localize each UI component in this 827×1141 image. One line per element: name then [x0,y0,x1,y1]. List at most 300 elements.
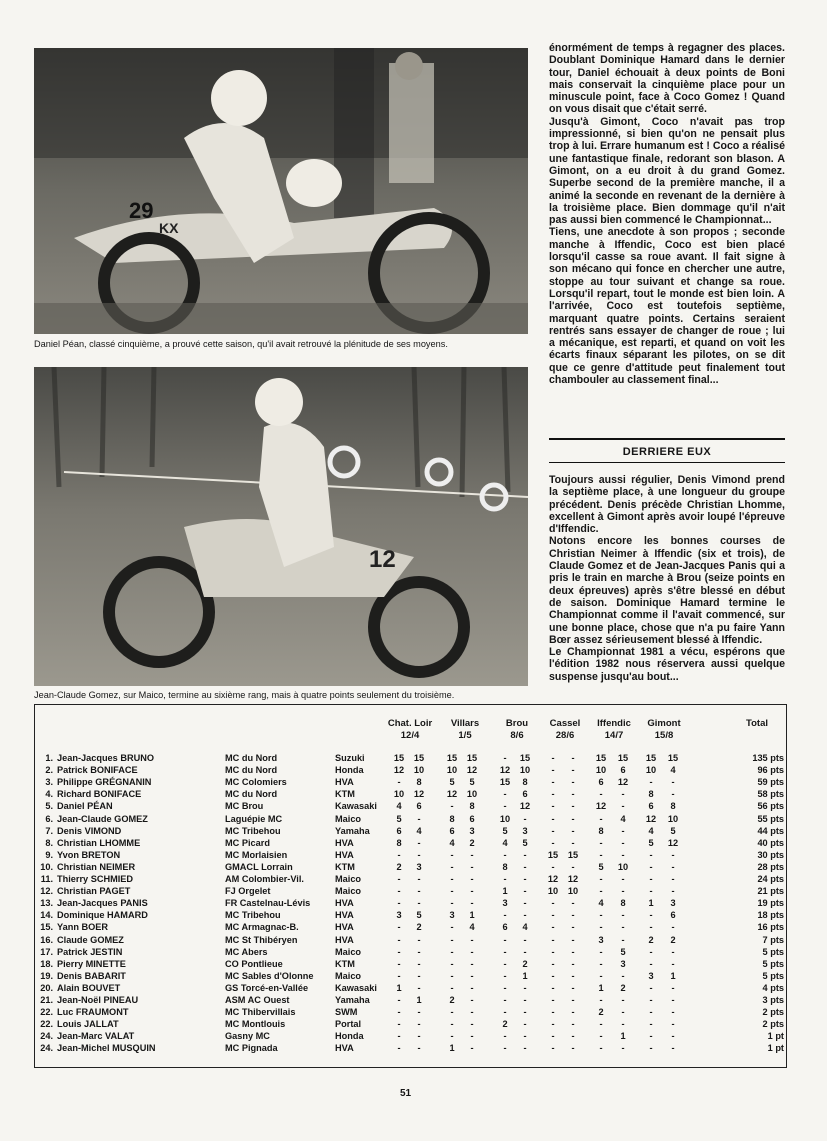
score-cell: - [571,982,575,993]
total-points-cell: 58 pts [757,789,784,800]
score-cell: - [599,910,603,921]
rider-name-cell: Christian LHOMME [57,837,141,848]
score-cell: 12 [393,765,405,776]
score-cell: 5 [396,813,402,824]
score-cell: - [551,910,555,921]
score-cell: 8 [416,777,422,788]
round-date: 8/6 [510,729,524,741]
score-cell: - [397,970,401,981]
bike-cell: Maico [335,813,362,824]
score-cell: - [417,946,421,957]
score-cell: 15 [617,753,629,763]
total-points-cell: 18 pts [757,910,784,921]
round-name: Villars [450,718,480,729]
score-cell: - [503,982,507,993]
rank-cell: 6. [45,813,53,824]
score-cell: 2 [502,1019,508,1030]
total-points-cell: 7 pts [762,934,784,945]
score-cell: - [417,958,421,969]
score-cell: - [470,886,474,897]
score-cell: 10 [466,789,478,800]
score-cell: - [503,934,507,945]
score-cell: 12 [667,837,679,848]
table-row [35,850,786,862]
bike-cell: HVA [335,898,354,909]
total-points-cell: 2 pts [762,1019,784,1030]
rider-name-cell: Christian NEIMER [57,861,136,872]
score-cell: 10 [446,765,458,776]
score-cell: - [397,849,401,860]
article-column-bottom [549,474,785,683]
score-cell: - [450,886,454,897]
score-cell: 2 [522,958,528,969]
score-cell: - [450,1031,454,1042]
score-cell: 4 [449,837,455,848]
score-cell: 15 [466,753,478,763]
bike-cell: HVA [335,934,354,945]
score-cell: 6 [670,910,676,921]
score-cell: 12 [413,789,425,800]
rider-name-cell: Yann BOER [57,922,109,933]
rank-cell: 18. [40,958,53,969]
score-cell: - [571,777,575,788]
score-cell: - [621,934,625,945]
bike-cell: HVA [335,910,354,921]
rider-name-cell: Yvon BRETON [57,849,121,860]
rank-cell: 4. [45,789,53,800]
bike-cell: HVA [335,777,354,788]
rider-name-cell: Patrick JESTIN [57,946,123,957]
score-cell: - [397,934,401,945]
club-cell: FR Castelnau-Lévis [225,898,311,909]
score-cell: - [571,813,575,824]
score-cell: 6 [598,777,604,788]
score-cell: 10 [667,813,679,824]
score-cell: 2 [598,1007,604,1018]
bike-cell: KTM [335,861,355,872]
rank-cell: 7. [45,825,53,836]
score-cell: 8 [522,777,528,788]
score-cell: - [523,886,527,897]
score-cell: - [417,970,421,981]
table-row [35,826,786,838]
table-row [35,765,786,777]
bike-cell: Maico [335,970,362,981]
table-row [35,910,786,922]
score-cell: - [551,1019,555,1030]
score-cell: 2 [469,837,475,848]
club-cell: MC St Thibéryen [225,934,298,945]
rider-name-cell: Jean-Noël PINEAU [57,995,139,1005]
bike-cell: Kawasaki [335,982,377,993]
score-cell: - [571,995,575,1005]
score-cell: - [671,789,675,800]
score-cell: - [671,995,675,1005]
rider-name-cell: Claude GOMEZ [57,934,124,945]
score-cell: - [671,886,675,897]
score-cell: 6 [449,825,455,836]
score-cell: - [417,813,421,824]
table-row [35,1019,786,1031]
page-number: 51 [400,1088,412,1099]
score-cell: - [397,874,401,884]
rank-cell: 8. [45,837,53,848]
score-cell: - [551,813,555,824]
score-cell: - [551,825,555,836]
score-cell: 6 [502,922,508,933]
score-cell: - [417,1031,421,1042]
rank-cell: 14. [40,910,53,921]
score-cell: - [397,1007,401,1018]
score-cell: - [503,995,507,1005]
bike-cell: Maico [335,874,362,884]
score-cell: 4 [469,922,475,933]
rider-name-cell: Luc FRAUMONT [57,1007,129,1018]
score-cell: - [599,995,603,1005]
score-cell: - [621,874,625,884]
bike-cell: Portal [335,1019,362,1030]
score-cell: 4 [620,813,626,824]
score-cell: - [649,946,653,957]
score-cell: - [523,995,527,1005]
score-cell: - [397,958,401,969]
score-cell: 2 [620,982,626,993]
score-cell: - [621,837,625,848]
score-cell: - [470,995,474,1005]
bike-cell: Kawasaki [335,801,377,812]
score-cell: - [470,1007,474,1018]
score-cell: - [599,849,603,860]
score-cell: - [503,753,507,763]
score-cell: 5 [502,825,508,836]
photo2-plate-number: 12 [369,546,396,573]
score-cell: 3 [449,910,455,921]
club-cell: MC Morlaisien [225,849,288,860]
score-cell: - [470,874,474,884]
score-cell: - [523,1043,527,1054]
score-cell: 12 [466,765,478,776]
club-cell: MC du Nord [225,789,278,800]
bike-cell: HVA [335,922,354,933]
score-cell: - [417,1007,421,1018]
score-cell: - [417,982,421,993]
round-name: Chat. Loir [387,718,433,729]
article-paragraph: Tiens, une anecdote à son propos ; seconde manche à Iffendic, Coco est bien placé lorsqu'il casse sa roue avant. Il fait signe à son mécano qui fonce en chercher une autre, stoppe au tour suivant et change sa roue. Lorsqu'il repart, tout le monde est bien loin. A l'arrivée, Coco est toutefois septième, marquant quatre points. Certains seraient rentrés sans essayer de changer de roue ; lui a mécanique, est reparti, et quand on voit les écarts finaux séparant les pilotes, on se dit que ce genre d'attitude peut finalement tout chambouler au classement final... [549,226,785,387]
total-points-cell: 16 pts [757,922,784,933]
score-cell: - [551,765,555,776]
score-cell: 1 [598,982,604,993]
table-row [35,1031,786,1043]
score-cell: - [649,995,653,1005]
score-cell: - [671,946,675,957]
score-cell: - [571,922,575,933]
score-cell: - [523,1007,527,1018]
score-cell: 10 [595,765,607,776]
rank-cell: 24. [40,1031,53,1042]
club-cell: MC Abers [225,946,268,957]
rider-name-cell: Louis JALLAT [57,1019,119,1030]
score-cell: 15 [446,753,458,763]
score-cell: 15 [645,753,657,763]
rider-name-cell: Denis VIMOND [57,825,122,836]
bike-cell: HVA [335,837,354,848]
club-cell: FJ Orgelet [225,886,271,897]
score-cell: - [649,886,653,897]
club-cell: MC Brou [225,801,264,812]
total-points-cell: 59 pts [757,777,784,788]
score-cell: - [599,1031,603,1042]
score-cell: - [649,861,653,872]
club-cell: ASM AC Ouest [225,995,290,1005]
score-cell: - [470,861,474,872]
rank-cell: 22. [40,1019,53,1030]
rank-cell: 12. [40,886,53,897]
total-points-cell: 135 pts [752,753,784,763]
score-cell: - [599,922,603,933]
score-cell: - [621,970,625,981]
section-heading: DERRIERE EUX [549,438,785,463]
score-cell: - [599,1043,603,1054]
score-cell: - [523,898,527,909]
score-cell: 3 [670,898,676,909]
rider-name-cell: Richard BONIFACE [57,789,142,800]
rank-cell: 15. [40,922,53,933]
score-cell: - [523,1031,527,1042]
score-cell: - [450,861,454,872]
score-cell: - [621,801,625,812]
championship-standings-table [34,704,787,1068]
score-cell: - [470,1019,474,1030]
total-points-cell: 55 pts [757,813,784,824]
bike-cell: HVA [335,849,354,860]
score-cell: 5 [648,837,654,848]
total-points-cell: 1 pt [767,1031,784,1042]
score-cell: - [671,1031,675,1042]
club-cell: CO Pontlieue [225,958,283,969]
score-cell: - [621,886,625,897]
score-cell: 6 [620,765,626,776]
score-cell: 15 [567,849,579,860]
score-cell: - [503,801,507,812]
score-cell: - [671,849,675,860]
score-cell: 8 [670,801,676,812]
score-cell: 12 [617,777,629,788]
score-cell: 8 [396,837,402,848]
score-cell: - [621,995,625,1005]
score-cell: 12 [547,874,559,884]
score-cell: 10 [547,886,559,897]
score-cell: - [621,789,625,800]
bike-cell: KTM [335,789,355,800]
score-cell: 5 [598,861,604,872]
score-cell: - [621,825,625,836]
photo1-caption: Daniel Péan, classé cinquième, a prouvé cette saison, qu'il avait retrouvé la plénitude de ses moyens. [34,339,448,349]
score-cell: 10 [567,886,579,897]
score-cell: 10 [393,789,405,800]
score-cell: 2 [416,922,422,933]
club-cell: Laguépie MC [225,813,283,824]
table-row [35,947,786,959]
rank-cell: 11. [40,874,53,884]
score-cell: - [503,1031,507,1042]
score-cell: - [649,849,653,860]
score-cell: - [397,922,401,933]
club-cell: MC Sables d'Olonne [225,970,314,981]
score-cell: 6 [416,801,422,812]
total-points-cell: 5 pts [762,946,784,957]
score-cell: - [417,898,421,909]
rider-name-cell: Jean-Jacques PANIS [57,898,148,909]
rider-name-cell: Jean-Jacques BRUNO [57,753,155,763]
score-cell: 4 [396,801,402,812]
score-cell: - [551,958,555,969]
score-cell: - [671,1007,675,1018]
article-paragraph: Jusqu'à Gimont, Coco n'avait pas trop impressionné, si bien qu'on ne pensait plus trop à lui. Errare humanum est ! Coco a réalisé une fantastique finale, redorant son blason. A Gimont, on a eu droit à du grand Gomez. Superbe second de la première manche, il a animé la seconde en revenant de la dernière à la troisième place. Bien dommage qu'il n'ait pas aussi bien commencé le Championnat... [549,115,785,227]
score-cell: - [571,753,575,763]
score-cell: 1 [670,970,676,981]
table-row [35,814,786,826]
score-cell: - [523,946,527,957]
rider-name-cell: Philippe GRÉGNANIN [57,777,152,788]
rider-name-cell: Christian PAGET [57,886,131,897]
score-cell: - [470,982,474,993]
total-points-cell: 4 pts [762,982,784,993]
score-cell: - [551,898,555,909]
score-cell: - [649,922,653,933]
table-row [35,801,786,813]
score-cell: 6 [648,801,654,812]
score-cell: - [571,1007,575,1018]
score-cell: - [671,1043,675,1054]
table-row [35,935,786,947]
score-cell: - [470,1043,474,1054]
score-cell: - [450,898,454,909]
round-header [440,718,490,741]
rank-cell: 16. [40,934,53,945]
rank-cell: 24. [40,1043,53,1054]
score-cell: - [649,1031,653,1042]
table-row [35,959,786,971]
score-cell: - [470,970,474,981]
score-cell: - [671,958,675,969]
photo1-plate-number: 29 [129,198,154,223]
score-cell: - [671,982,675,993]
score-cell: - [503,946,507,957]
total-header: Total [746,718,768,729]
score-cell: - [671,777,675,788]
score-cell: - [417,1019,421,1030]
score-cell: 3 [416,861,422,872]
score-cell: - [551,934,555,945]
bike-cell: SWM [335,1007,358,1018]
score-cell: 15 [547,849,559,860]
table-row [35,874,786,886]
score-cell: - [523,813,527,824]
score-cell: - [450,970,454,981]
round-header [588,718,640,741]
score-cell: - [551,970,555,981]
score-cell: - [649,1019,653,1030]
score-cell: 15 [519,753,531,763]
score-cell: - [503,910,507,921]
score-cell: 10 [519,765,531,776]
club-cell: GMACL Lorrain [225,861,293,872]
score-cell: 5 [416,910,422,921]
total-points-cell: 44 pts [757,825,784,836]
rider-name-cell: Patrick BONIFACE [57,765,138,776]
score-cell: - [571,1043,575,1054]
score-cell: - [551,922,555,933]
score-cell: - [621,1043,625,1054]
score-cell: - [503,874,507,884]
score-cell: 1 [449,1043,455,1054]
score-cell: - [551,777,555,788]
round-name: Iffendic [597,718,631,729]
rank-cell: 10. [40,861,53,872]
article-paragraph: Notons encore les bonnes courses de Christian Neimer à Iffendic (six et trois), de Claude Gomez et de Jean-Jacques Panis qui a pris le train en marche à Brou (seize points en deux épreuves) après s'être blessé en début de saison. Dominique Hamard termine le Championnat comme il l'avait commencé, sur une bonne place, chose que n'a pu faire Yann Bœr assez sérieusement blessé à Iffendic. [549,535,785,646]
article-paragraph: Le Championnat 1981 a vécu, espérons que l'édition 1982 nous réservera aussi quelque suspense jusqu'au bout... [549,646,785,683]
club-cell: AM Colombier-Vil. [225,874,304,884]
score-cell: - [503,1007,507,1018]
score-cell: - [571,765,575,776]
table-row [35,922,786,934]
score-cell: - [503,958,507,969]
rank-cell: 17. [40,946,53,957]
club-cell: MC Tribehou [225,910,281,921]
score-cell: 2 [670,934,676,945]
score-cell: - [599,958,603,969]
score-cell: - [503,789,507,800]
score-cell: 5 [469,777,475,788]
score-cell: - [571,934,575,945]
bike-cell: Honda [335,1031,364,1042]
table-row [35,777,786,789]
score-cell: 4 [598,898,604,909]
score-cell: - [599,789,603,800]
rider-name-cell: Daniel PÉAN [57,801,113,812]
score-cell: - [599,813,603,824]
score-cell: - [523,849,527,860]
total-points-cell: 30 pts [757,849,784,860]
score-cell: - [571,898,575,909]
table-row [35,971,786,983]
score-cell: 6 [396,825,402,836]
total-points-cell: 3 pts [762,995,784,1005]
bike-cell: HVA [335,1043,354,1054]
bike-cell: KTM [335,958,355,969]
club-cell: MC du Nord [225,753,278,763]
score-cell: - [397,777,401,788]
score-cell: - [649,958,653,969]
score-cell: - [417,934,421,945]
score-cell: 8 [620,898,626,909]
round-header [382,718,438,741]
score-cell: 15 [667,753,679,763]
photo-daniel-pean [34,48,528,334]
table-row [35,1007,786,1019]
round-date: 1/5 [458,729,472,741]
score-cell: - [523,910,527,921]
score-cell: 3 [522,825,528,836]
rider-name-cell: Jean-Claude GOMEZ [57,813,148,824]
score-cell: - [450,801,454,812]
score-cell: 3 [598,934,604,945]
score-cell: 12 [595,801,607,812]
score-cell: - [571,861,575,872]
rider-name-cell: Pierry MINETTE [57,958,126,969]
bike-cell: Maico [335,946,362,957]
score-cell: 2 [396,861,402,872]
